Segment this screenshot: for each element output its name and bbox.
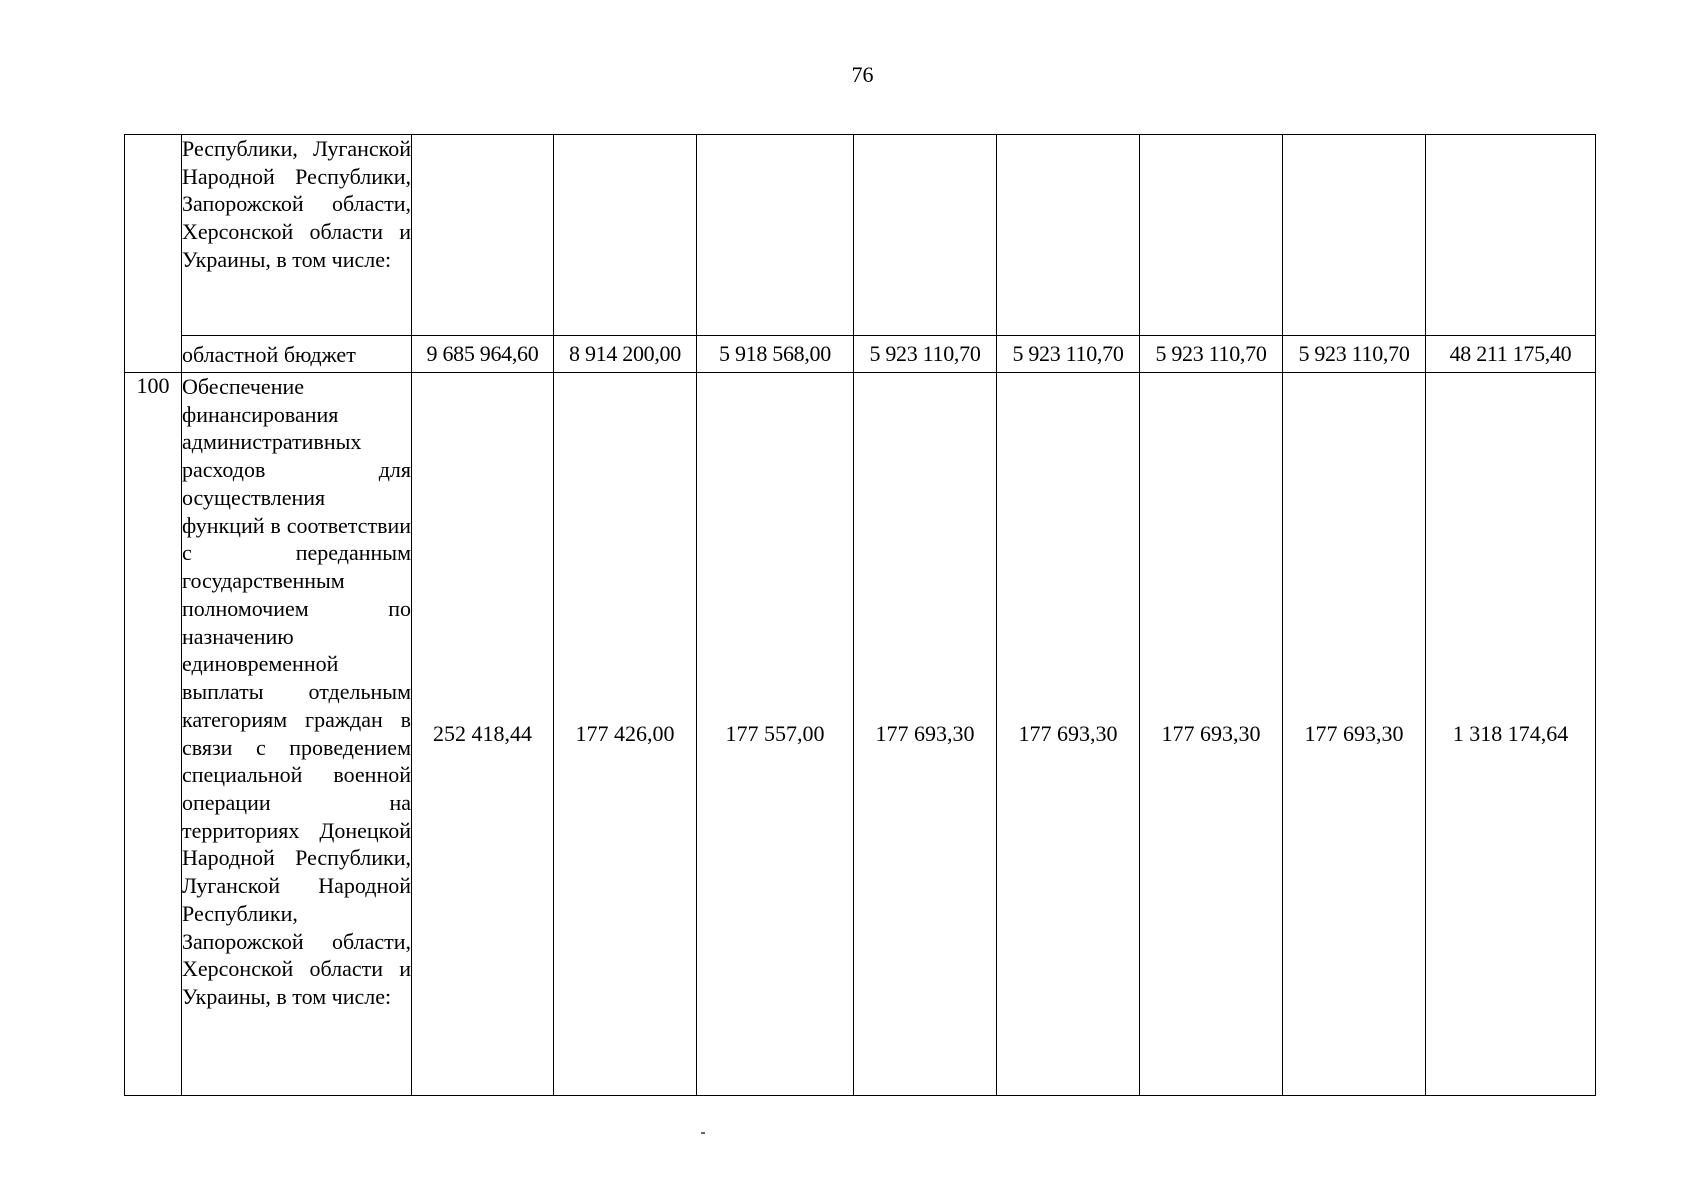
value-cell: 252 418,44 [412,373,554,1096]
value-cell [1140,135,1283,336]
value-cell [554,135,697,336]
value-cell: 5 918 568,00 [697,336,854,373]
value-cell: 8 914 200,00 [554,336,697,373]
value-cell: 5 923 110,70 [854,336,997,373]
description-cell: Республики, Луганской Народной Республики, Запорожской области, Херсонской области и Украины, в том числе: [182,135,412,336]
scan-mark [701,1132,705,1134]
description-cell: областной бюджет [182,336,412,373]
value-cell [1426,135,1596,336]
value-cell: 177 557,00 [697,373,854,1096]
value-cell: 5 923 110,70 [1283,336,1426,373]
value-cell [412,135,554,336]
table-row [125,373,1596,1096]
table-row [125,336,1596,373]
value-cell: 5 923 110,70 [1140,336,1283,373]
value-cell [854,135,997,336]
value-cell [1283,135,1426,336]
row-number-cell [125,135,182,373]
value-cell [997,135,1140,336]
value-cell: 48 211 175,40 [1426,336,1596,373]
value-cell: 177 693,30 [1283,373,1426,1096]
value-cell [697,135,854,336]
value-cell: 1 318 174,64 [1426,373,1596,1096]
value-cell: 177 693,30 [1140,373,1283,1096]
value-cell: 177 426,00 [554,373,697,1096]
row-number-cell: 100 [125,373,182,1096]
value-cell: 177 693,30 [997,373,1140,1096]
value-cell: 9 685 964,60 [412,336,554,373]
description-cell: Обеспечение финансирования административных расходов для осуществления функций в соответствии с переданным государственным полномочием по назначению единовременной выплаты отдельным категориям граждан в связи с проведением специальной военной операции на территориях Донецкой Народной Республики, Луганской Народной Республики, Запорожской области, Херсонской области и Украины, в том числе: [182,373,412,1096]
page-number: 76 [851,62,874,87]
value-cell: 177 693,30 [854,373,997,1096]
value-cell: 5 923 110,70 [997,336,1140,373]
budget-table [124,134,1596,1096]
table-row [125,135,1596,336]
